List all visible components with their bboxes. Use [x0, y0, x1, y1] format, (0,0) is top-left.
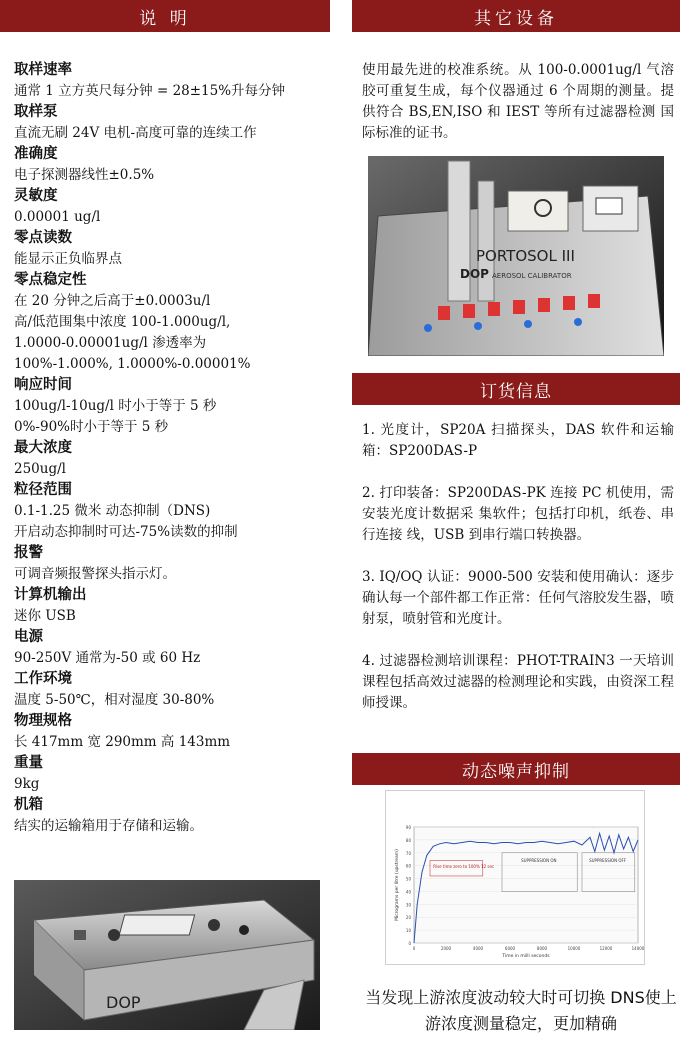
chart-x-tick-label: 8000 [536, 946, 548, 951]
order-item: 3. IQ/OQ 认证：9000-500 安装和使用确认：逐步确认每一个部件都工作正常：任何气溶胶发生器，喷射泵，喷射管和光度计。 [362, 569, 674, 627]
spec-title: 准确度 [14, 146, 58, 162]
header-order-info [352, 373, 680, 405]
spec-value: 0.1-1.25 微米 动态抑制（DNS) [14, 503, 211, 519]
spec-title: 取样速率 [14, 62, 72, 78]
header-other-equipment [352, 0, 680, 32]
order-list [362, 420, 674, 735]
dns-chart [385, 790, 645, 965]
chart-x-tick-label: 0 [412, 946, 416, 951]
spec-title: 最大浓度 [14, 440, 72, 456]
chart-annotation-rise: Rise time zero to 100% 12 sec [433, 864, 495, 870]
dns-chart-svg [386, 791, 646, 966]
chart-y-tick-label: 70 [405, 850, 411, 856]
spec-title: 响应时间 [14, 377, 72, 393]
spec-value: 在 20 分钟之后高于±0.0003u/l [14, 293, 211, 309]
chart-y-tick-label: 10 [405, 928, 411, 934]
chart-y-tick-label: 0 [408, 941, 411, 946]
spec-value: 9kg [14, 776, 40, 792]
spec-title: 工作环境 [14, 671, 72, 687]
spec-value: 通常 1 立方英尺每分钟 = 28±15%升每分钟 [14, 83, 286, 99]
spec-value: 长 417mm 宽 290mm 高 143mm [14, 734, 231, 750]
order-item: 2. 打印装备：SP200DAS-PK 连接 PC 机使用，需安装光度计数据采 集软件；包括打印机，纸卷、串行连接 线，USB 到串行端口转换器。 [362, 485, 674, 543]
header-dns [352, 753, 680, 785]
chart-x-tick-label: 12000 [599, 946, 613, 951]
spec-title: 灵敏度 [14, 188, 58, 204]
spec-value: 0%-90%时小于等于 5 秒 [14, 419, 169, 435]
calibrator-brand-text: PORTOSOL III [476, 247, 575, 265]
calibrator-logo-text: DOP [460, 267, 489, 281]
chart-plot-area [414, 827, 638, 943]
spec-title: 物理规格 [14, 713, 72, 729]
chart-x-tick-label: 10000 [567, 946, 581, 951]
photometer-logo-text: DOP [106, 993, 141, 1012]
chart-y-tick-label: 40 [405, 889, 411, 895]
spec-title: 取样泵 [14, 104, 58, 120]
order-item: 1. 光度计，SP20A 扫描探头，DAS 软件和运输箱：SP200DAS-P [362, 422, 674, 459]
spec-value: 高/低范围集中浓度 100-1.000ug/l, [14, 314, 231, 330]
header-description [0, 0, 330, 32]
chart-x-axis-label: Time in milli seconds [502, 954, 550, 959]
chart-x-tick-label: 2000 [440, 946, 452, 951]
intro-paragraph: 使用最先进的校准系统。从 100-0.0001ug/l 气溶胶可重复生成，每个仪器通过 6 个周期的测量。提供符合 BS,EN,ISO 和 IEST 等所有过滤器检测 国际标准的证书。 [362, 62, 674, 141]
spec-title: 计算机输出 [14, 587, 87, 603]
header-order-info-label: 订货信息 [480, 381, 552, 402]
spec-value: 温度 5-50℃，相对湿度 30-80% [14, 692, 215, 708]
header-other-equipment-label: 其它设备 [474, 8, 558, 29]
photometer-illustration [14, 880, 320, 1030]
chart-x-tick-label: 4000 [472, 946, 484, 951]
spec-value: 能显示正负临界点 [14, 251, 122, 267]
spec-value: 电子探测器线性±0.5% [14, 167, 155, 183]
calibrator-illustration [368, 156, 664, 356]
spec-value: 100%-1.000%, 1.0000%-0.00001% [14, 356, 251, 372]
chart-y-axis-label: Micrograms per litre (upstream) [395, 849, 400, 921]
spec-value: 250ug/l [14, 461, 66, 477]
chart-y-tick-label: 20 [405, 915, 411, 921]
spec-title: 零点稳定性 [14, 272, 87, 288]
spec-value: 迷你 USB [14, 608, 76, 624]
chart-annotation-suppression-on: SUPPRESSION ON [521, 857, 557, 863]
chart-annotation-suppression-off: SUPPRESSION OFF [589, 857, 627, 863]
spec-title: 重量 [14, 755, 43, 771]
spec-value: 可调音频报警探头指示灯。 [14, 566, 176, 582]
chart-y-tick-label: 60 [405, 863, 411, 869]
chart-x-tick-label: 14000 [631, 946, 645, 951]
spec-value: 直流无刷 24V 电机-高度可靠的连续工作 [14, 125, 257, 141]
dns-caption: 当发现上游浓度波动较大时可切换 DNS使上游浓度测量稳定，更加精确 [365, 988, 677, 1033]
header-description-label: 说 明 [139, 8, 191, 29]
chart-y-tick-label: 80 [405, 837, 411, 843]
spec-title: 报警 [14, 545, 43, 561]
order-item: 4. 过滤器检测培训课程：PHOT-TRAIN3 一天培训课程包括高效过滤器的检测理论和实践，由资深工程师授课。 [362, 653, 674, 711]
spec-title: 粒径范围 [14, 482, 72, 498]
calibrator-photo [368, 156, 664, 356]
calibrator-subtitle-text: AEROSOL CALIBRATOR [492, 272, 572, 280]
chart-y-tick-label: 30 [405, 902, 411, 908]
spec-title: 零点读数 [14, 230, 72, 246]
chart-y-tick-label: 90 [405, 825, 411, 830]
spec-title: 电源 [14, 629, 43, 645]
chart-y-tick-label: 50 [405, 876, 411, 882]
spec-value: 90-250V 通常为-50 或 60 Hz [14, 650, 201, 666]
spec-value: 开启动态抑制时可达-75%读数的抑制 [14, 524, 238, 540]
chart-x-tick-label: 6000 [504, 946, 516, 951]
spec-value: 0.00001 ug/l [14, 209, 101, 225]
spec-value: 100ug/l-10ug/l 时小于等于 5 秒 [14, 398, 217, 414]
header-dns-label: 动态噪声抑制 [462, 761, 570, 782]
spec-list [14, 60, 334, 837]
spec-value: 1.0000-0.00001ug/l 渗透率为 [14, 335, 207, 351]
spec-value: 结实的运输箱用于存储和运输。 [14, 818, 203, 834]
spec-title: 机箱 [14, 797, 43, 813]
photometer-photo [14, 880, 320, 1030]
